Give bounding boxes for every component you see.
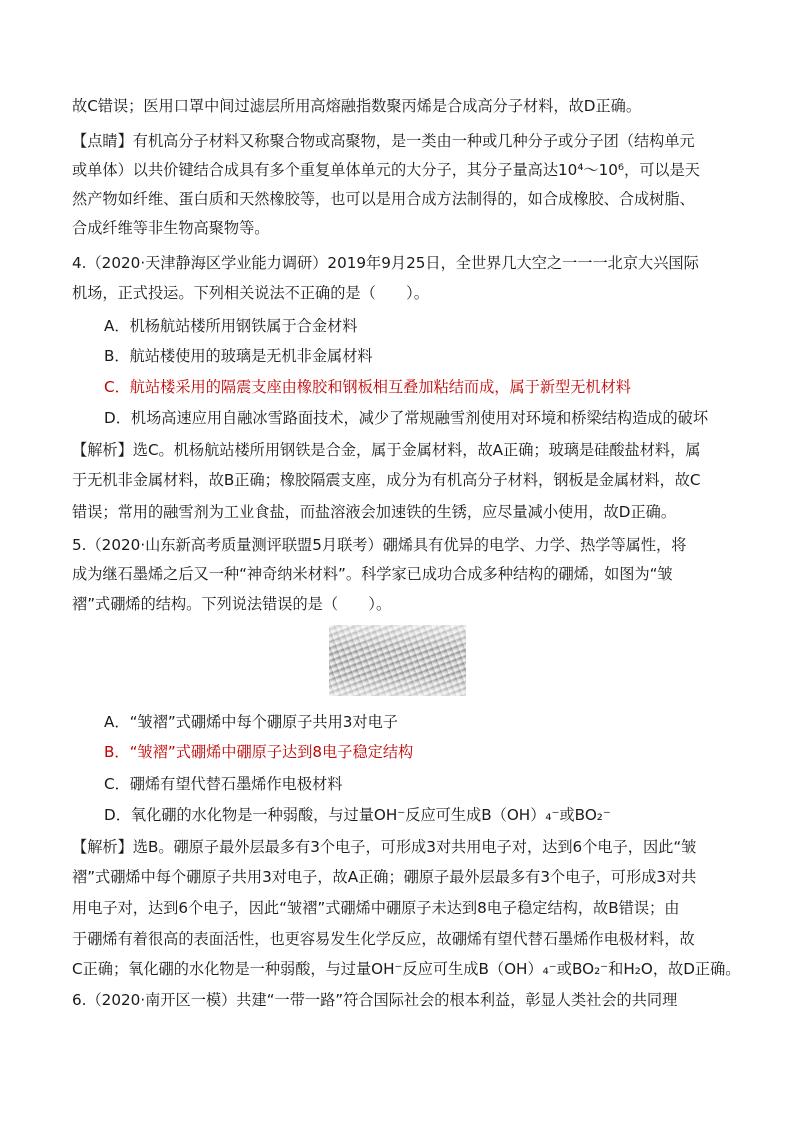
option-a: A．机杨航站楼所用钢铁属于合金材料 <box>104 317 358 335</box>
option-c-answer: C．航站楼采用的隔震支座由橡胶和钢板相互叠加粘结而成，属于新型无机材料 <box>104 378 631 396</box>
text-line: 【点睛】有机高分子材料又称聚合物或高聚物，是一类由一种或几种分子或分子团（结构单元 <box>72 132 695 150</box>
option-b: B．航站楼使用的玻璃是无机非金属材料 <box>104 347 373 365</box>
option-c: C．硼烯有望代替石墨烯作电极材料 <box>104 775 343 793</box>
option-b-answer: B．“皱褶”式硼烯中硼原子达到8电子稳定结构 <box>104 743 414 761</box>
analysis-line: C正确；氧化硼的水化物是一种弱酸，与过量OH⁻反应可生成B（OH）₄⁻或BO₂⁻和H₂O，故D正确。 <box>72 960 741 978</box>
question-5-stem: 成为继石墨烯之后又一种“神奇纳米材料”。科学家已成功合成多种结构的硼烯，如图为“皱 <box>72 565 673 583</box>
option-d: D．氧化硼的水化物是一种弱酸，与过量OH⁻反应可生成B（OH）₄⁻或BO₂⁻ <box>104 806 611 824</box>
question-4-stem: 4.（2020·天津静海区学业能力调研）2019年9月25日，全世界几大空之一一一北京大兴国际 <box>72 254 699 272</box>
analysis-line: 【解析】选B。硼原子最外层最多有3个电子，可形成3对共用电子对，达到6个电子，因此“皱 <box>72 838 697 856</box>
borophene-structure-image <box>329 625 466 696</box>
text-line: 故C错误；医用口罩中间过滤层所用高熔融指数聚丙烯是合成高分子材料，故D正确。 <box>72 97 642 115</box>
text-line: 合成纤维等非生物高聚物等。 <box>72 219 270 237</box>
analysis-line: 于无机非金属材料，故B正确；橡胶隔震支座，成分为有机高分子材料，钢板是金属材料，故C <box>72 471 701 489</box>
question-6-stem: 6.（2020·南开区一模）共建“一带一路”符合国际社会的根本利益，彰显人类社会的共同理 <box>72 991 678 1009</box>
question-5-stem: 褶”式硼烯的结构。下列说法错误的是（ ）。 <box>72 595 392 613</box>
analysis-line: 于硼烯有着很高的表面活性，也更容易发生化学反应，故硼烯有望代替石墨烯作电极材料，故 <box>72 930 695 948</box>
analysis-line: 错误；常用的融雪剂为工业食盐，而盐溶液会加速铁的生锈，应尽量减小使用，故D正确。 <box>72 503 677 521</box>
analysis-line: 用电子对，达到6个电子，因此“皱褶”式硼烯中硼原子未达到8电子稳定结构，故B错误；由 <box>72 899 680 917</box>
question-4-stem: 机场，正式投运。下列相关说法不正确的是（ ）。 <box>72 284 429 302</box>
question-5-stem: 5.（2020·山东新高考质量测评联盟5月联考）硼烯具有优异的电学、力学、热学等属性，将 <box>72 536 687 554</box>
option-a: A．“皱褶”式硼烯中每个硼原子共用3对电子 <box>104 713 398 731</box>
analysis-line: 褶”式硼烯中每个硼原子共用3对电子，故A正确；硼原子最外层最多有3个电子，可形成3对共 <box>72 868 697 886</box>
analysis-line: 【解析】选C。机杨航站楼所用钢铁是合金，属于金属材料，故A正确；玻璃是硅酸盐材料，属 <box>72 441 701 459</box>
text-line: 或单体）以共价键结合成具有多个重复单体单元的大分子，其分子量高达10⁴～10⁶，可以是天 <box>72 161 700 179</box>
text-line: 然产物如纤维、蛋白质和天然橡胶等，也可以是用合成方法制得的，如合成橡胶、合成树脂、 <box>72 190 695 208</box>
option-d: D．机场高速应用自融冰雪路面技术，减少了常规融雪剂使用对环境和桥梁结构造成的破坏 <box>104 409 709 427</box>
